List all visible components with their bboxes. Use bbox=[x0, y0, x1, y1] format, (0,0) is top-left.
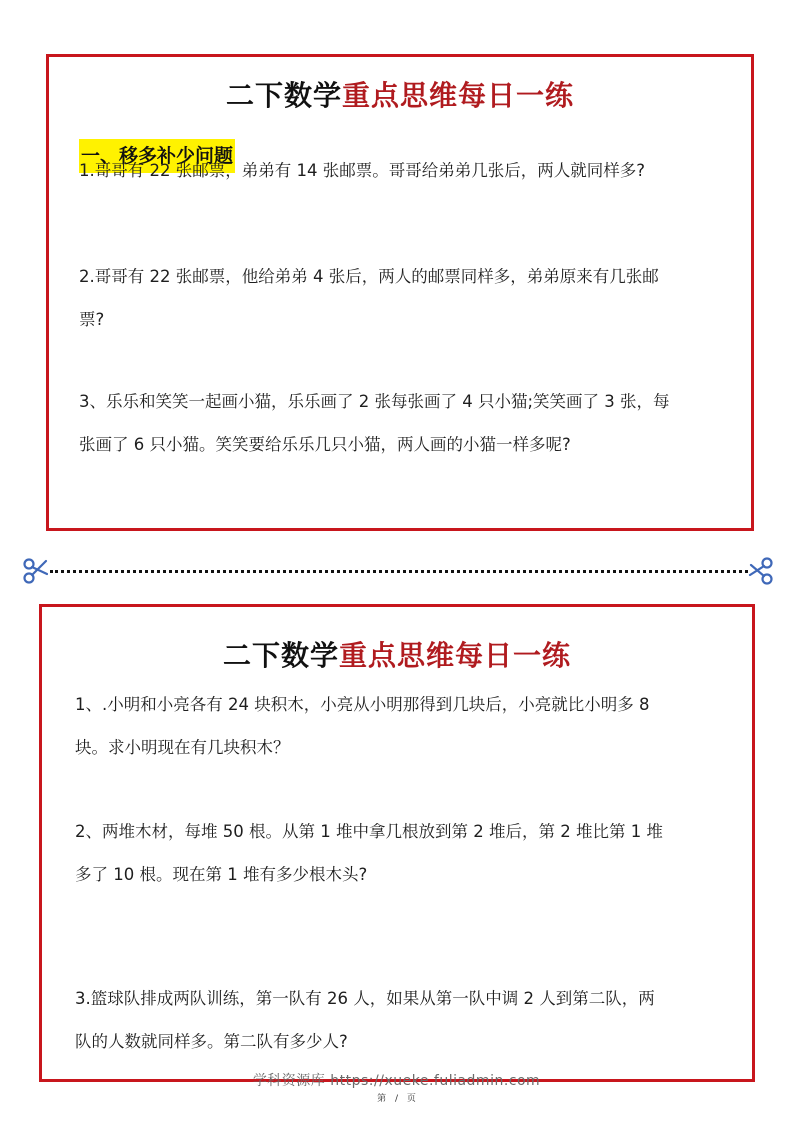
scissors-icon bbox=[22, 556, 48, 586]
question-line: 张画了 6 只小猫。笑笑要给乐乐几只小猫，两人画的小猫一样多呢? bbox=[79, 435, 571, 454]
worksheet-card-1 bbox=[46, 54, 754, 531]
question-line: 3.篮球队排成两队训练，第一队有 26 人，如果从第一队中调 2 人到第二队，两 bbox=[75, 989, 655, 1008]
question-3 bbox=[75, 977, 735, 1063]
scissors-icon bbox=[748, 556, 774, 586]
question-1 bbox=[79, 149, 739, 192]
page-number: 第 / 页 bbox=[377, 1094, 416, 1104]
title-dark-part: 二下数学 bbox=[225, 79, 342, 112]
question-line: 1.哥哥有 22 张邮票，弟弟有 14 张邮票。哥哥给弟弟几张后，两人就同样多? bbox=[79, 161, 645, 180]
worksheet-title bbox=[49, 79, 751, 113]
question-line: 多了 10 根。现在第 1 堆有多少根木头? bbox=[75, 865, 368, 884]
question-line: 2.哥哥有 22 张邮票，他给弟弟 4 张后，两人的邮票同样多，弟弟原来有几张邮 bbox=[79, 267, 659, 286]
worksheet-card-2 bbox=[39, 604, 755, 1082]
question-2 bbox=[79, 255, 739, 341]
title-red-part: 重点思维每日一练 bbox=[342, 79, 575, 112]
question-line: 3、乐乐和笑笑一起画小猫，乐乐画了 2 张每张画了 4 只小猫;笑笑画了 3 张，每 bbox=[79, 392, 670, 411]
question-line: 1、.小明和小亮各有 24 块积木，小亮从小明那得到几块后，小亮就比小明多 8 bbox=[75, 695, 650, 714]
worksheet-title bbox=[42, 639, 752, 673]
title-dark-part: 二下数学 bbox=[222, 639, 339, 672]
question-line: 块。求小明现在有几块积木？ bbox=[75, 738, 290, 757]
question-line: 2、两堆木材，每堆 50 根。从第 1 堆中拿几根放到第 2 堆后，第 2 堆比第 1 堆 bbox=[75, 822, 663, 841]
cut-line-divider bbox=[22, 556, 774, 586]
question-line: 票? bbox=[79, 310, 105, 329]
dotted-line bbox=[50, 570, 748, 573]
question-3 bbox=[79, 380, 739, 466]
watermark-text: 学科资源库 https://xueke.fuliadmin.com bbox=[252, 1073, 541, 1089]
section-heading: 一、移多补少问题 bbox=[79, 139, 235, 173]
question-2 bbox=[75, 810, 735, 896]
title-red-part: 重点思维每日一练 bbox=[339, 639, 572, 672]
question-line: 队的人数就同样多。第二队有多少人? bbox=[75, 1032, 348, 1051]
question-1 bbox=[75, 683, 735, 769]
